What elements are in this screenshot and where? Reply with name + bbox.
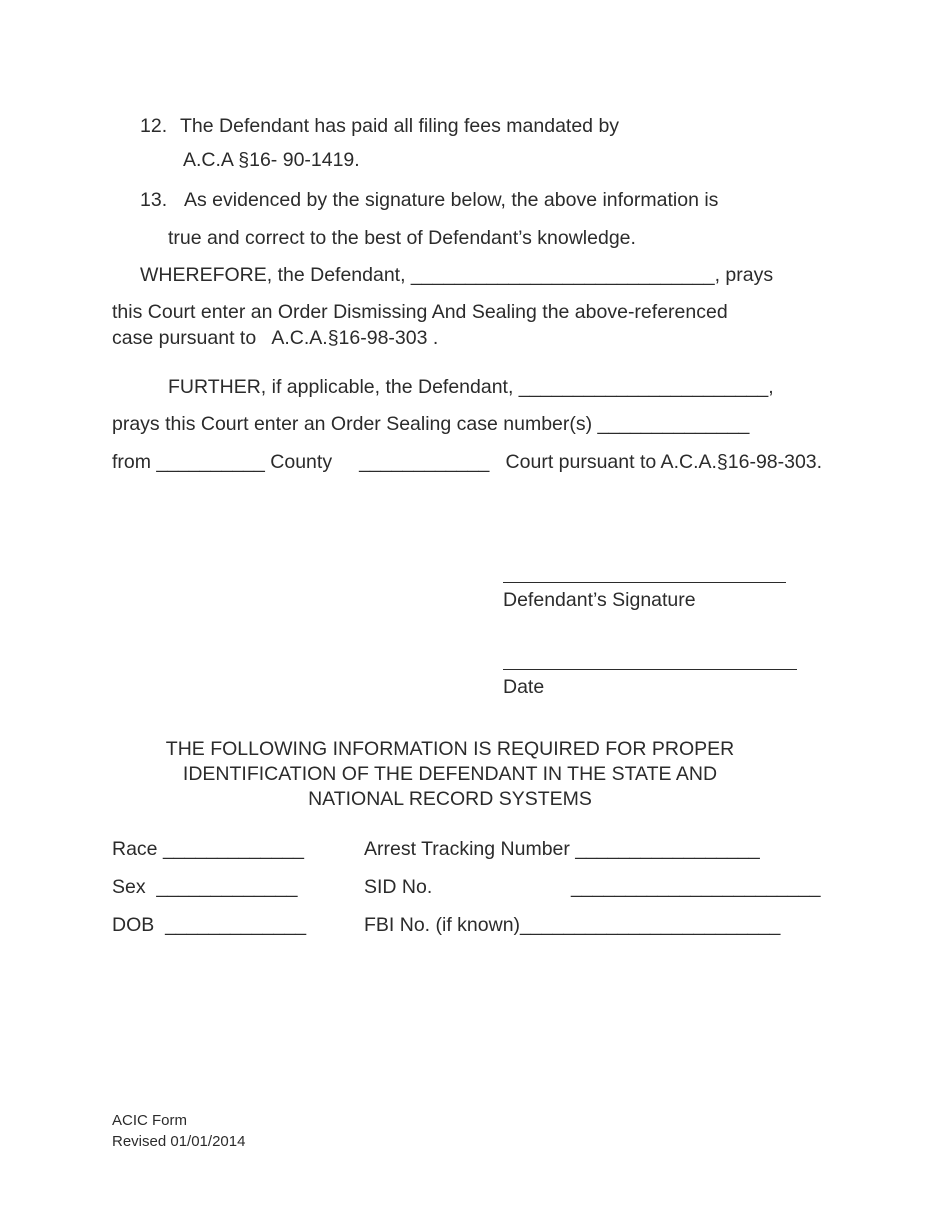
arrest-tracking-number-field[interactable]: Arrest Tracking Number _________________ [364,838,760,860]
footer-form-name: ACIC Form [112,1112,187,1129]
notice-line-2: IDENTIFICATION OF THE DEFENDANT IN THE STATE AND [182,763,718,785]
footer-revised-date: Revised 01/01/2014 [112,1133,246,1150]
item-12-line-2: A.C.A §16- 90-1419. [183,149,360,171]
wherefore-line-2: this Court enter an Order Dismissing And Sealing the above-referenced [112,301,728,323]
wherefore-line-1: WHEREFORE, the Defendant, ____________________________, prays [140,264,774,286]
defendant-signature-label: Defendant’s Signature [503,589,696,611]
further-line-3: from __________ County ____________ Court pursuant to A.C.A.§16-98-303. [112,451,823,473]
sid-number-label: SID No. [364,876,433,898]
fbi-number-field[interactable]: FBI No. (if known)________________________ [364,914,781,936]
item-12-line-1: The Defendant has paid all filing fees mandated by [180,115,620,137]
further-line-2: prays this Court enter an Order Sealing case number(s) ______________ [112,413,750,435]
sid-number-blank[interactable]: _______________________ [571,876,821,898]
sex-field[interactable]: Sex _____________ [112,876,298,898]
item-13-line-1: As evidenced by the signature below, the above information is [184,189,719,211]
notice-line-3: NATIONAL RECORD SYSTEMS [308,788,592,810]
item-13-line-2: true and correct to the best of Defendant’s knowledge. [168,227,636,249]
dob-field[interactable]: DOB _____________ [112,914,307,936]
date-signature-line[interactable] [503,669,797,670]
item-13-number: 13. [140,189,168,211]
race-field[interactable]: Race _____________ [112,838,304,860]
item-12-number: 12. [140,115,168,137]
notice-line-1: THE FOLLOWING INFORMATION IS REQUIRED FOR PROPER [165,738,735,760]
wherefore-line-3: case pursuant to A.C.A.§16-98-303 . [112,327,439,349]
further-line-1: FURTHER, if applicable, the Defendant, _______________________, [168,376,774,398]
defendant-signature-line[interactable] [503,582,786,583]
date-label: Date [503,676,545,698]
